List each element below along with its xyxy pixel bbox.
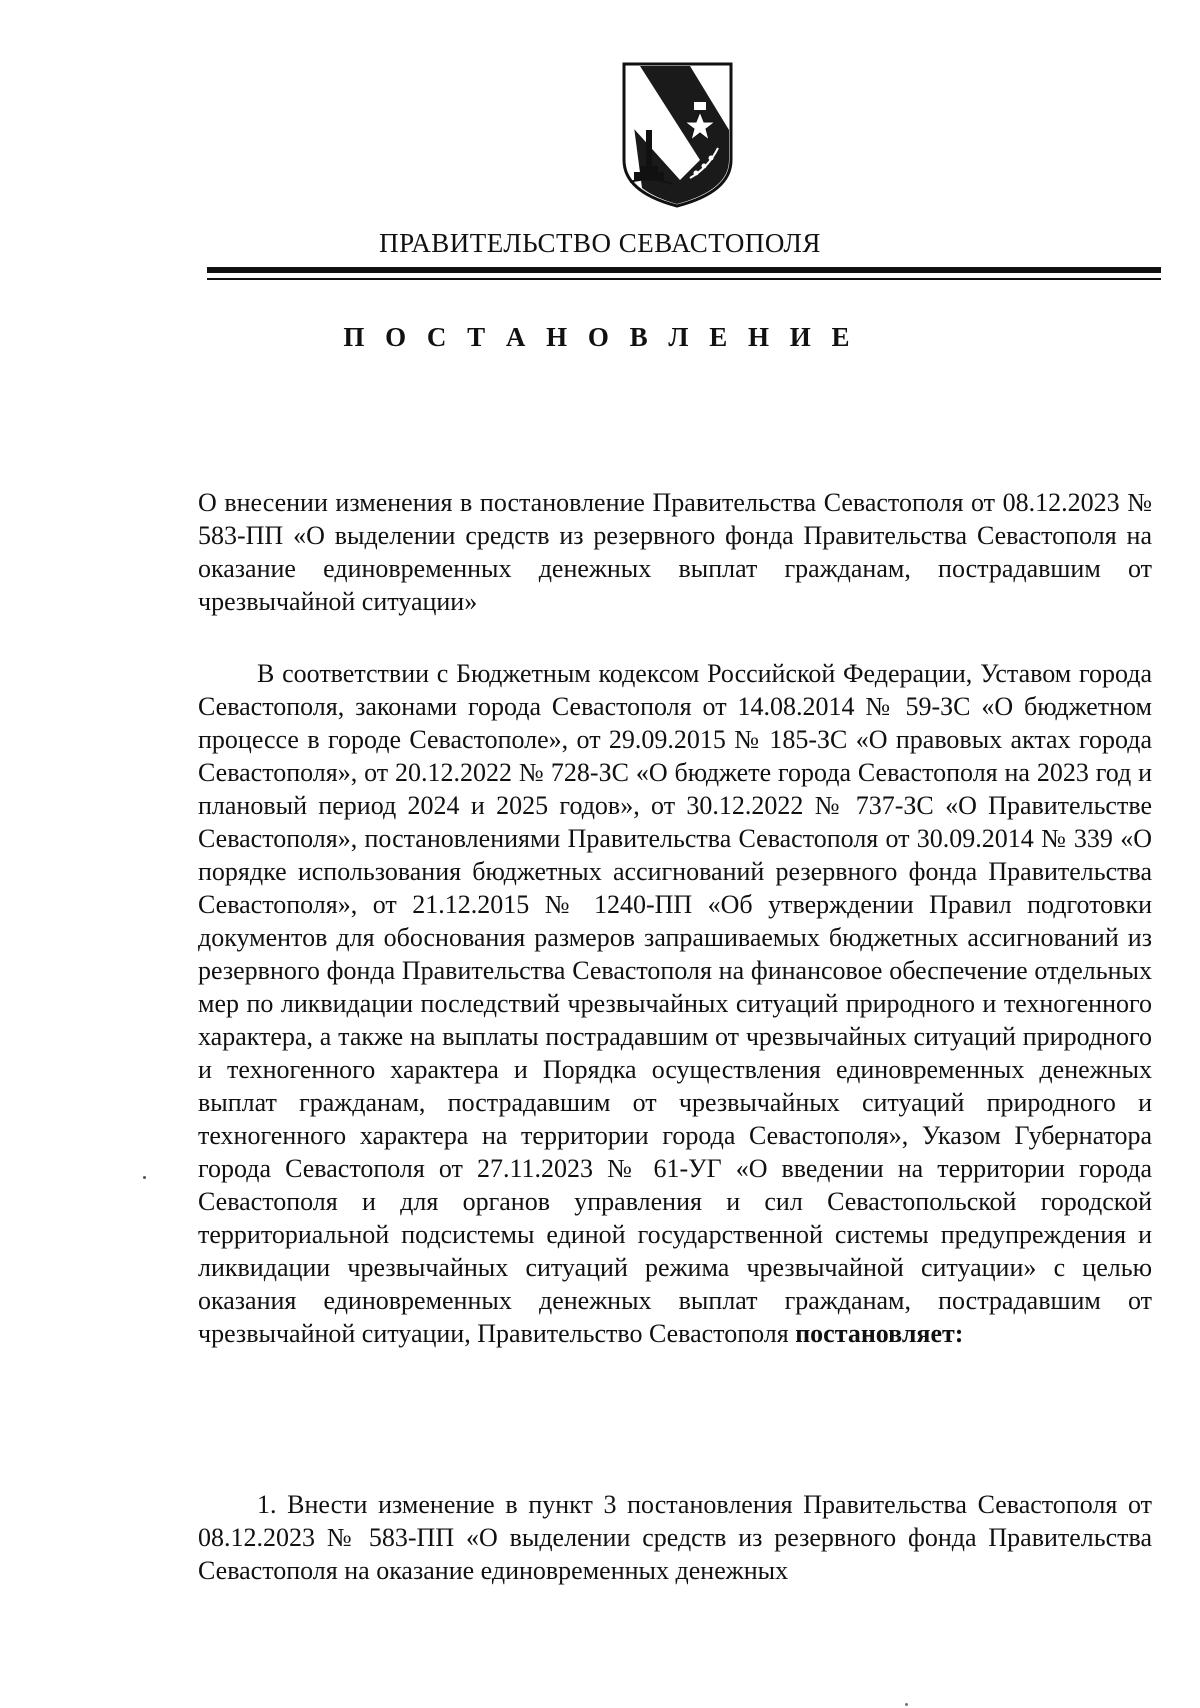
coat-of-arms-icon bbox=[620, 60, 735, 210]
document-type-title: П О С Т А Н О В Л Е Н И Е bbox=[343, 322, 857, 352]
header-rule-thick bbox=[207, 267, 1161, 273]
document-subject: О внесении изменения в постановление Правительства Севастополя от 08.12.2023 № 583-ПП «О выделении средств из резервного фонда Правительства Севастополя на оказание единовременных денежных выплат гражданам, пострадавшим от чрезвычайной ситуации» bbox=[198, 488, 1152, 616]
scan-speck bbox=[905, 1703, 908, 1706]
point-1-paragraph: 1. Внести изменение в пункт 3 постановления Правительства Севастополя от 08.12.2023 № 583-ПП «О выделении средств из резервного фонда Правительства Севастополя на оказание единовременных денежных bbox=[198, 1490, 1152, 1585]
scan-speck bbox=[143, 1176, 146, 1179]
header-rule-thin bbox=[207, 278, 1161, 280]
resolves-word: постановляет: bbox=[795, 1319, 964, 1348]
preamble-text: В соответствии с Бюджетным кодексом Российской Федерации, Уставом города Севастополя, законами города Севастополя от 14.08.2014 № 59-ЗС «О бюджетном процессе в городе Севастополе», от 29.09.2015 № 185-ЗС «О правовых актах города Севастополя», от 20.12.2022 № 728-ЗС «О бюджете города Севастополя на 2023 год и плановый период 2024 и 2025 годов», от 30.12.2022 № 737-ЗС «О Правительстве Севастополя», постановлениями Правительства Севастополя от 30.09.2014 № 339 «О порядке использования бюджетных ассигнований резервного фонда Правительства Севастополя», от 21.12.2015 № 1240-ПП «Об утверждении Правил подготовки документов для обоснования размеров запрашиваемых бюджетных ассигнований из резервного фонда Правительства Севастополя на финансовое обеспечение отдельных мер по ликвидации последствий чрезвычайных ситуаций природного и техногенного характера, а также на выплаты пострадавшим от чрезвычайных ситуаций природного и техногенного характера и Порядка осуществления единовременных денежных выплат гражданам, пострадавшим от чрезвычайных ситуаций природного и техногенного характера на территории города Севастополя», Указом Губернатора города Севастополя от 27.11.2023 № 61-УГ «О введении на территории города Севастополя и для органов управления и сил Севастопольской городской территориальной подсистемы единой государственной системы предупреждения и ликвидации чрезвычайных ситуаций режима чрезвычайной ситуации» с целью оказания единовременных денежных выплат гражданам, пострадавшим от чрезвычайной ситуации, Правительство Севастополя bbox=[198, 659, 1152, 1348]
government-name: ПРАВИТЕЛЬСТВО СЕВАСТОПОЛЯ bbox=[379, 228, 821, 258]
preamble-paragraph bbox=[198, 657, 1152, 1350]
